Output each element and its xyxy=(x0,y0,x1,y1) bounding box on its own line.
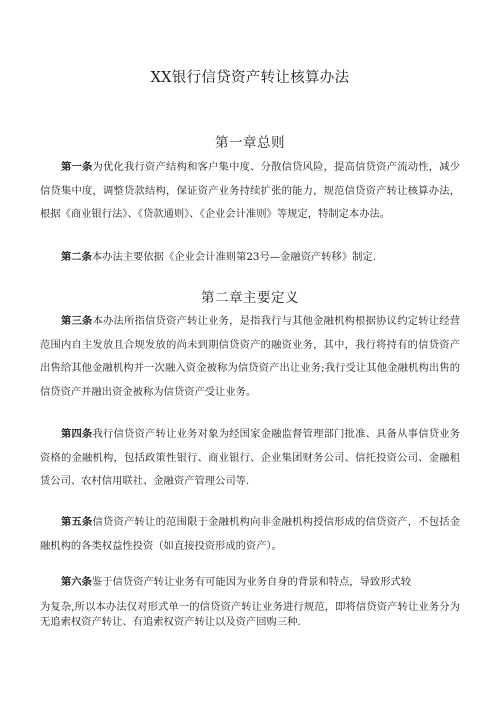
chapter-heading-2: 第二章主要定义 xyxy=(201,290,299,306)
article-1-label: 第一条 xyxy=(61,161,93,173)
article-3-text: 本办法所指信贷资产转让业务，是指我行与其他金融机构根据协议约定转让经营范围内自主发放且合规发放的尚未到期信贷资产的融资业务，其中，我行将持有的信贷资产出售给其他金融机构并一次融入资金被称为信贷资产出让业务;我行受让其他金融机构出售的信贷资产并融出资金被称为信贷资产受让业务。 xyxy=(40,315,461,398)
article-3 xyxy=(40,310,460,404)
article-6-label: 第六条 xyxy=(61,576,92,588)
article-2 xyxy=(40,246,460,270)
article-5 xyxy=(40,511,460,558)
article-4-label: 第四条 xyxy=(61,428,93,440)
article-6 xyxy=(40,571,460,595)
article-6-text: 鉴于信贷资产转让业务有可能因为业务自身的背景和特点，导致形式较 xyxy=(91,576,412,588)
article-6-continuation: 为复杂,所以本办法仅对形式单一的信贷资产转让业务进行规范，即将信贷资产转让业务分为无追索权资产转让、有追索权资产转让以及资产回购三种. xyxy=(40,601,460,628)
article-1 xyxy=(40,156,460,227)
article-4 xyxy=(40,423,460,494)
chapter-heading-1: 第一章总则 xyxy=(215,135,285,151)
article-2-text: 本办法主要依据《企业会计准则第23号—金融资产转移》制定. xyxy=(91,251,376,263)
document-title: XX银行信贷资产转让核算办法 xyxy=(150,70,350,86)
article-3-label: 第三条 xyxy=(61,315,93,327)
article-5-text: 信贷资产转让的范围限于金融机构向非金融机构授信形成的信贷资产，不包括金融机构的各类权益性投资（如直接投资形成的资产）。 xyxy=(40,516,461,552)
article-1-text: 为优化我行资产结构和客户集中度、分散信贷风险，提高信贷资产流动性，减少信贷集中度，调整贷款结构，保证资产业务持续扩张的能力，规范信贷资产转让核算办法，根据《商业银行法》、《贷款通则》、《企业会计准则》等规定，特制定本办法。 xyxy=(40,161,461,220)
article-2-label: 第二条 xyxy=(61,251,92,263)
article-4-text: 我行信贷资产转让业务对象为经国家金融监督管理部门批准、具备从事信贷业务资格的金融机构，包括政策性银行、商业银行、企业集团财务公司、信托投资公司、金融租赁公司、农村信用联社、金融资产管理公司等. xyxy=(40,428,461,487)
article-5-label: 第五条 xyxy=(61,516,93,528)
